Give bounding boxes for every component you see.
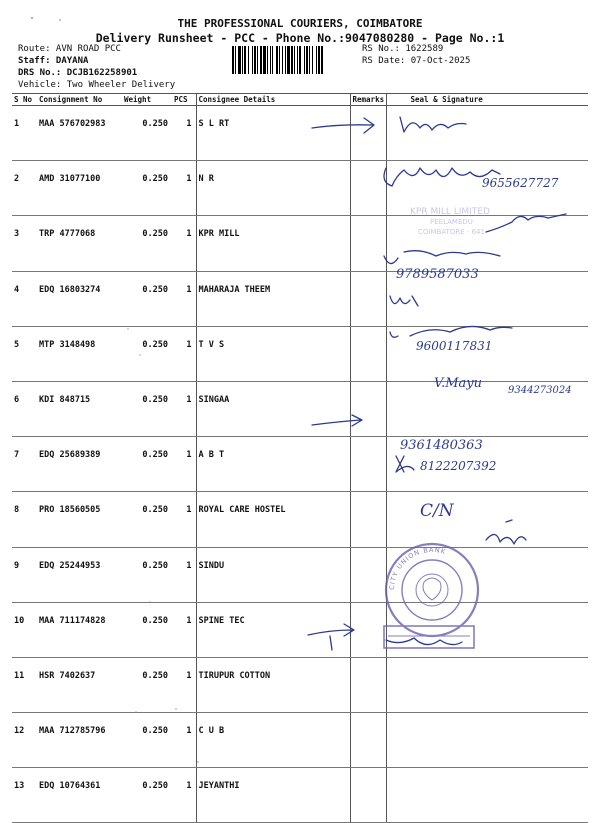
weight-cell: 0.250: [122, 161, 172, 216]
sno-cell: 1: [12, 106, 37, 161]
barcode: [232, 46, 358, 74]
barcode-bar: [299, 46, 301, 74]
pcs-cell: 1: [172, 216, 196, 271]
consignee-cell: SINGAA: [196, 381, 350, 436]
barcode-bar: [272, 46, 273, 74]
svg-text:KPR MILL LIMITED: KPR MILL LIMITED: [410, 207, 490, 217]
seal-signature-cell: [386, 547, 588, 602]
consignment-cell: TRP 4777068: [37, 216, 122, 271]
pcs-cell: 1: [172, 492, 196, 547]
consignee-cell: JEYANTHI: [196, 768, 350, 823]
phone-row7: 9344273024: [508, 385, 572, 396]
consignment-cell: EDQ 16803274: [37, 271, 122, 326]
phone-row2: 9655627727: [482, 176, 559, 190]
barcode-bar: [309, 46, 310, 74]
barcode-bar: [242, 46, 243, 74]
remarks-cell: [350, 326, 386, 381]
weight-cell: 0.250: [122, 271, 172, 326]
barcode-bar: [306, 46, 308, 74]
table-row: [12, 106, 588, 161]
svg-text:COIMBATORE - 641: COIMBATORE - 641: [418, 228, 485, 236]
weight-cell: 0.250: [122, 492, 172, 547]
phone-row4: 9789587033: [396, 267, 479, 282]
seal-signature-cell: [386, 713, 588, 768]
pcs-cell: 1: [172, 768, 196, 823]
pcs-cell: 1: [172, 602, 196, 657]
header-consignment: Consignment No: [37, 94, 122, 106]
pcs-cell: 1: [172, 106, 196, 161]
sno-cell: 3: [12, 216, 37, 271]
consignee-cell: MAHARAJA THEEM: [196, 271, 350, 326]
remarks-cell: [350, 381, 386, 436]
pcs-cell: 1: [172, 271, 196, 326]
barcode-bar: [312, 46, 313, 74]
rs-date: RS Date: 07-Oct-2025: [362, 56, 471, 66]
consignee-cell: TIRUPUR COTTON: [196, 657, 350, 712]
remarks-cell: [350, 437, 386, 492]
sno-cell: 9: [12, 547, 37, 602]
consignment-cell: MTP 3148498: [37, 326, 122, 381]
seal-signature-cell: [386, 602, 588, 657]
phone-row6: 9600117831: [416, 339, 493, 353]
drs-number: DRS No.: DCJB162258901: [18, 68, 138, 78]
seal-signature-cell: [386, 657, 588, 712]
sno-cell: 5: [12, 326, 37, 381]
barcode-bar: [287, 46, 290, 74]
table-row: [12, 381, 588, 436]
barcode-bar: [238, 46, 241, 74]
rs-number: RS No.: 1622589: [362, 44, 444, 54]
table-row: [12, 492, 588, 547]
phone-row9b: 8122207392: [420, 459, 497, 473]
sno-cell: 10: [12, 602, 37, 657]
weight-cell: 0.250: [122, 326, 172, 381]
phone-row9a: 9361480363: [400, 438, 483, 453]
svg-text:PEELAMEDU: PEELAMEDU: [430, 218, 473, 226]
sno-cell: 6: [12, 381, 37, 436]
seal-signature-cell: [386, 492, 588, 547]
seal-signature-cell: [386, 161, 588, 216]
seal-signature-cell: [386, 381, 588, 436]
remarks-cell: [350, 492, 386, 547]
weight-cell: 0.250: [122, 602, 172, 657]
weight-cell: 0.250: [122, 106, 172, 161]
barcode-bar: [235, 46, 236, 74]
barcode-bar: [248, 46, 249, 74]
consignment-cell: AMD 31077100: [37, 161, 122, 216]
consignee-cell: KPR MILL: [196, 216, 350, 271]
header-consignee: Consignee Details: [196, 94, 350, 106]
consignment-cell: MAA 576702983: [37, 106, 122, 161]
table-row: [12, 768, 588, 823]
consignee-cell: SINDU: [196, 547, 350, 602]
consignee-cell: S L RT: [196, 106, 350, 161]
table-row: [12, 437, 588, 492]
barcode-bar: [270, 46, 271, 74]
seal-signature-cell: [386, 106, 588, 161]
weight-cell: 0.250: [122, 437, 172, 492]
seal-signature-cell: [386, 437, 588, 492]
company-title: THE PROFESSIONAL COURIERS, COIMBATORE: [177, 17, 423, 30]
weight-cell: 0.250: [122, 657, 172, 712]
consignee-cell: C U B: [196, 713, 350, 768]
barcode-bar: [297, 46, 298, 74]
header-remarks: Remarks: [350, 94, 386, 106]
header-pcs: PCS: [172, 94, 196, 106]
barcode-bar: [267, 46, 268, 74]
barcode-bar: [321, 46, 323, 74]
runsheet-title: Delivery Runsheet - PCC - Phone No.:9047080280 - Page No.:1: [95, 31, 505, 45]
header-sno: S No: [12, 94, 37, 106]
barcode-bar: [244, 46, 246, 74]
barcode-bar: [254, 46, 256, 74]
svg-text:CITY UNION BANK: CITY UNION BANK: [387, 545, 448, 591]
table-row: [12, 657, 588, 712]
weight-cell: 0.250: [122, 713, 172, 768]
consignee-cell: T V S: [196, 326, 350, 381]
seal-signature-cell: [386, 768, 588, 823]
table-row: [12, 602, 588, 657]
sno-cell: 2: [12, 161, 37, 216]
pcs-cell: 1: [172, 437, 196, 492]
consignee-cell: A B T: [196, 437, 350, 492]
seal-signature-cell: [386, 326, 588, 381]
seal-signature-cell: [386, 216, 588, 271]
barcode-bar: [282, 46, 283, 74]
seal-signature-cell: [386, 271, 588, 326]
remarks-cell: [350, 602, 386, 657]
consignment-cell: KDI 848715: [37, 381, 122, 436]
barcode-bar: [318, 46, 320, 74]
staff-label: Staff: DAYANA: [18, 56, 89, 66]
consignee-cell: N R: [196, 161, 350, 216]
barcode-bar: [285, 46, 286, 74]
consignment-cell: EDQ 25689389: [37, 437, 122, 492]
header-seal-signature: Seal & Signature: [386, 94, 588, 106]
sno-cell: 13: [12, 768, 37, 823]
remarks-cell: [350, 713, 386, 768]
table-header-row: [12, 94, 588, 106]
table-row: [12, 326, 588, 381]
weight-cell: 0.250: [122, 216, 172, 271]
remarks-cell: [350, 216, 386, 271]
consignee-cell: SPINE TEC: [196, 602, 350, 657]
consignment-cell: EDQ 25244953: [37, 547, 122, 602]
remarks-cell: [350, 271, 386, 326]
barcode-bar: [294, 46, 295, 74]
barcode-bar: [260, 46, 262, 74]
barcode-bar: [304, 46, 305, 74]
consignee-cell: ROYAL CARE HOSTEL: [196, 492, 350, 547]
table-row: [12, 547, 588, 602]
sno-cell: 8: [12, 492, 37, 547]
sno-cell: 12: [12, 713, 37, 768]
table-row: [12, 216, 588, 271]
pcs-cell: 1: [172, 161, 196, 216]
table-row: [12, 271, 588, 326]
barcode-bar: [252, 46, 253, 74]
remarks-cell: [350, 106, 386, 161]
pcs-cell: 1: [172, 547, 196, 602]
route-label: Route: AVN ROAD PCC: [18, 44, 121, 54]
sno-cell: 11: [12, 657, 37, 712]
pcs-cell: 1: [172, 713, 196, 768]
barcode-bar: [263, 46, 266, 74]
vehicle-label: Vehicle: Two Wheeler Delivery: [18, 80, 176, 90]
barcode-bar: [291, 46, 293, 74]
pcs-cell: 1: [172, 381, 196, 436]
consignment-cell: PRO 18560505: [37, 492, 122, 547]
weight-cell: 0.250: [122, 381, 172, 436]
barcode-bar: [316, 46, 317, 74]
remarks-cell: [350, 657, 386, 712]
weight-cell: 0.250: [122, 768, 172, 823]
barcode-bar: [232, 46, 234, 74]
runsheet-table: [12, 93, 588, 823]
pcs-cell: 1: [172, 326, 196, 381]
consignment-cell: MAA 712785796: [37, 713, 122, 768]
note-row10: C/N: [420, 501, 454, 521]
barcode-bar: [279, 46, 280, 74]
consignment-cell: EDQ 10764361: [37, 768, 122, 823]
weight-cell: 0.250: [122, 547, 172, 602]
barcode-bar: [257, 46, 258, 74]
remarks-cell: [350, 161, 386, 216]
remarks-cell: [350, 768, 386, 823]
pcs-cell: 1: [172, 657, 196, 712]
signature-name-row7: V.Mayu: [434, 376, 483, 391]
table-row: [12, 713, 588, 768]
barcode-bar: [276, 46, 278, 74]
table-row: [12, 161, 588, 216]
remarks-cell: [350, 547, 386, 602]
consignment-cell: MAA 711174828: [37, 602, 122, 657]
sno-cell: 7: [12, 437, 37, 492]
sno-cell: 4: [12, 271, 37, 326]
consignment-cell: HSR 7402637: [37, 657, 122, 712]
header-weight: Weight: [122, 94, 172, 106]
